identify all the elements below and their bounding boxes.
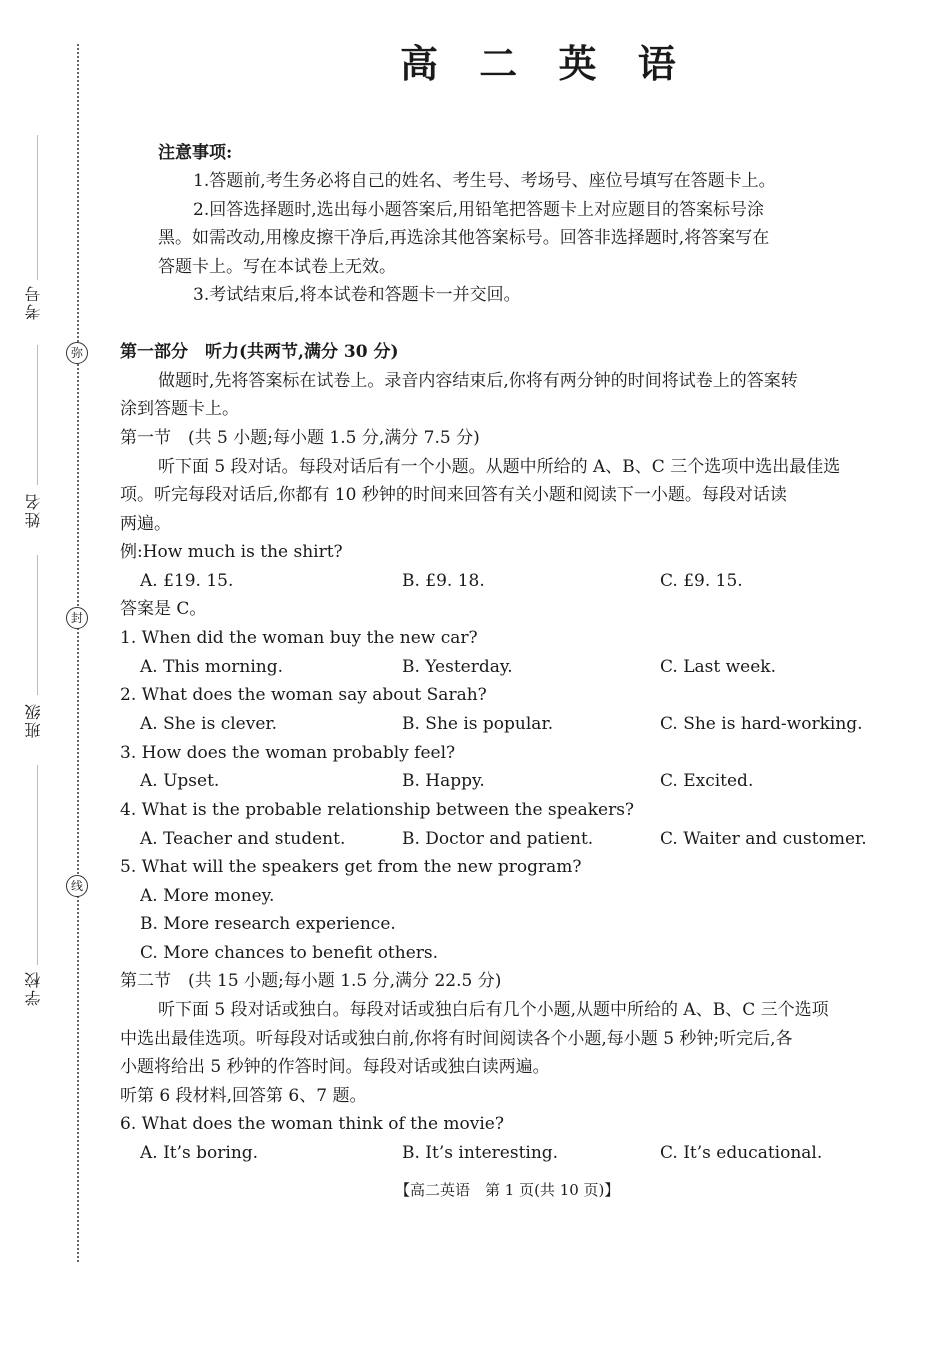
notice-item-1: 1.答题前,考生务必将自己的姓名、考生号、考场号、座位号填写在答题卡上。 xyxy=(193,171,776,191)
question-5: 5. What will the speakers get from the new program? xyxy=(120,857,582,877)
banji-blank xyxy=(37,555,38,695)
part1-heading: 第一部分 听力(共两节,满分 30 分) xyxy=(120,342,399,362)
q2-option-c: C. She is hard-working. xyxy=(660,714,863,734)
notice-item-2-line-3: 答题卡上。写在本试卷上无效。 xyxy=(158,257,396,277)
notice-heading: 注意事项: xyxy=(158,143,233,163)
page-footer: 【高二英语 第 1 页(共 10 页)】 xyxy=(395,1181,620,1199)
page-title: 高 二 英 语 xyxy=(400,41,690,86)
notice-item-2-line-1: 2.回答选择题时,选出每小题答案后,用铅笔把答题卡上对应题目的答案标号涂 xyxy=(193,200,765,220)
section1-line-2: 项。听完每段对话后,你都有 10 秒钟的时间来回答有关小题和阅读下一小题。每段对话读 xyxy=(120,485,787,505)
seal-line xyxy=(77,44,79,1262)
q5-option-c: C. More chances to benefit others. xyxy=(140,943,439,963)
q6-option-c: C. It’s educational. xyxy=(660,1143,823,1163)
section2-line-2: 中选出最佳选项。听每段对话或独白前,你将有时间阅读各个小题,每小题 5 秒钟;听完后,各 xyxy=(120,1029,793,1049)
q2-option-b: B. She is popular. xyxy=(402,714,554,734)
q3-option-a: A. Upset. xyxy=(140,771,220,791)
section1-line-1: 听下面 5 段对话。每段对话后有一个小题。从题中所给的 A、B、C 三个选项中选出最佳选 xyxy=(158,457,841,477)
q4-option-a: A. Teacher and student. xyxy=(140,829,346,849)
question-3: 3. How does the woman probably feel? xyxy=(120,743,456,763)
notice-item-3: 3.考试结束后,将本试卷和答题卡一并交回。 xyxy=(193,285,521,305)
q1-option-c: C. Last week. xyxy=(660,657,776,677)
example-answer: 答案是 C。 xyxy=(120,599,207,619)
xingming-blank xyxy=(37,345,38,485)
section2-heading: 第二节 (共 15 小题;每小题 1.5 分,满分 22.5 分) xyxy=(120,971,502,991)
question-2: 2. What does the woman say about Sarah? xyxy=(120,685,487,705)
q1-option-a: A. This morning. xyxy=(140,657,284,677)
label-kaohao: 考号 xyxy=(24,284,43,320)
seal-mark-feng: 封 xyxy=(66,607,88,629)
q2-option-a: A. She is clever. xyxy=(140,714,278,734)
q3-option-b: B. Happy. xyxy=(402,771,485,791)
section1-heading: 第一节 (共 5 小题;每小题 1.5 分,满分 7.5 分) xyxy=(120,428,480,448)
part1-intro-line-1: 做题时,先将答案标在试卷上。录音内容结束后,你将有两分钟的时间将试卷上的答案转 xyxy=(158,371,798,391)
q5-option-a: A. More money. xyxy=(140,886,275,906)
notice-item-2-line-2: 黑。如需改动,用橡皮擦干净后,再选涂其他答案标号。回答非选择题时,将答案写在 xyxy=(158,228,770,248)
example-question: 例:How much is the shirt? xyxy=(120,542,343,562)
kaohao-blank xyxy=(37,135,38,280)
q4-option-b: B. Doctor and patient. xyxy=(402,829,594,849)
q6-option-a: A. It’s boring. xyxy=(140,1143,259,1163)
label-xuexiao: 学校 xyxy=(24,970,43,1006)
q3-option-c: C. Excited. xyxy=(660,771,754,791)
section1-line-3: 两遍。 xyxy=(120,514,171,534)
seal-mark-xian: 线 xyxy=(66,875,88,897)
label-banji: 班级 xyxy=(24,702,43,738)
question-6: 6. What does the woman think of the movie? xyxy=(120,1114,504,1134)
section2-line-1: 听下面 5 段对话或独白。每段对话或独白后有几个小题,从题中所给的 A、B、C 三个选项 xyxy=(158,1000,829,1020)
label-xingming: 姓名 xyxy=(24,492,43,528)
part1-intro-line-2: 涂到答题卡上。 xyxy=(120,399,239,419)
question-1: 1. When did the woman buy the new car? xyxy=(120,628,478,648)
xuexiao-blank xyxy=(37,765,38,965)
q5-option-b: B. More research experience. xyxy=(140,914,396,934)
q4-option-c: C. Waiter and customer. xyxy=(660,829,867,849)
material-6-instruction: 听第 6 段材料,回答第 6、7 题。 xyxy=(120,1086,367,1106)
q6-option-b: B. It’s interesting. xyxy=(402,1143,559,1163)
section2-line-3: 小题将给出 5 秒钟的作答时间。每段对话或独白读两遍。 xyxy=(120,1057,550,1077)
example-option-b: B. £9. 18. xyxy=(402,571,485,591)
seal-mark-mi: 弥 xyxy=(66,342,88,364)
q1-option-b: B. Yesterday. xyxy=(402,657,513,677)
question-4: 4. What is the probable relationship between the speakers? xyxy=(120,800,635,820)
example-option-a: A. £19. 15. xyxy=(140,571,234,591)
example-option-c: C. £9. 15. xyxy=(660,571,743,591)
